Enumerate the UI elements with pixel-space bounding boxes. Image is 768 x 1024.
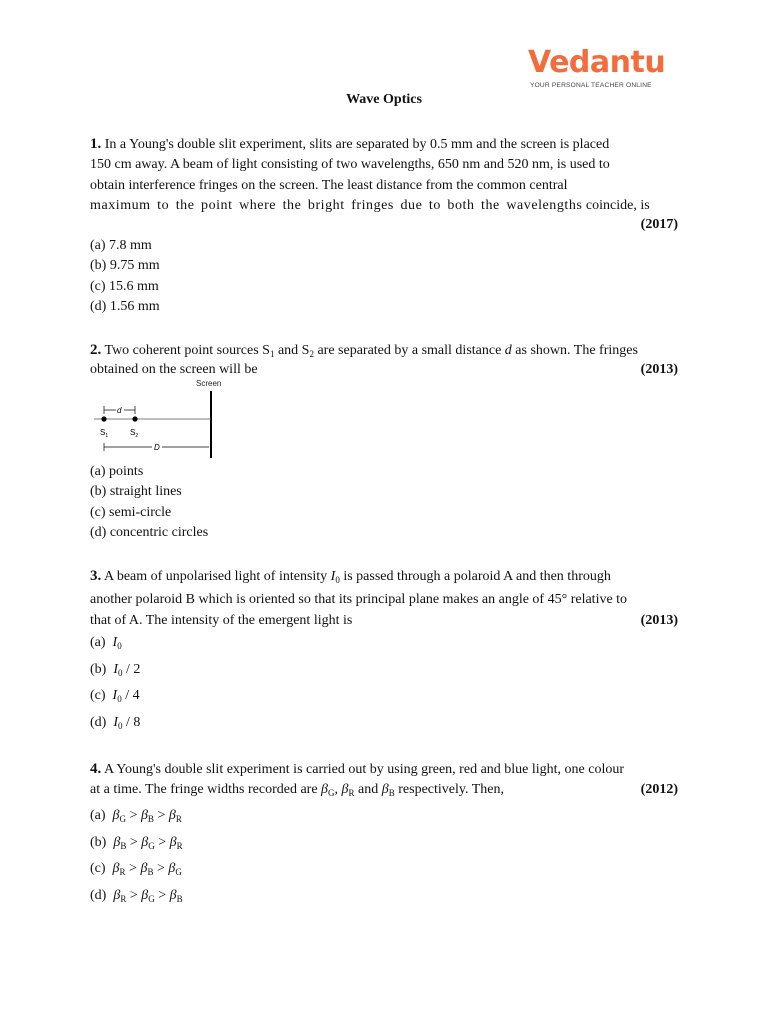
logo-wordmark: Vedantu: [528, 45, 666, 80]
figure-source-s1: [101, 416, 106, 421]
figure-source-s2: [132, 416, 137, 421]
q1-line-3: obtain interference fringes on the screen. The least distance from the common central: [90, 178, 568, 193]
q1-option-c: (c) 15.6 mm: [90, 279, 159, 294]
double-source-figure: [90, 376, 230, 462]
q1-line-2: 150 cm away. A beam of light consisting of two wavelengths, 650 nm and 520 nm, is used to: [90, 157, 610, 172]
q2-number: 2.: [90, 342, 102, 358]
q4-option-d: (d) $\beta_R > \beta_G > \beta_B$: [90, 888, 183, 904]
q2-option-c: (c) semi-circle: [90, 505, 172, 520]
q4-number: 4.: [90, 761, 102, 777]
q2-option-d: (d) concentric circles: [90, 525, 209, 540]
q4-option-b: (b) $\beta_B > \beta_G > \beta_R$: [90, 835, 183, 851]
q1-text-1: In a Young's double slit experiment, slits are separated by 0.5 mm and the screen is placed: [104, 137, 610, 152]
q4-option-a: (a) $\beta_G > \beta_B > \beta_R$: [90, 808, 182, 824]
q1-year: (2017): [640, 217, 678, 232]
q3-line-3: that of A. The intensity of the emergent light is (2013): [90, 611, 678, 632]
page-title: Wave Optics: [346, 92, 422, 107]
q4-line-1: 4. A Young's double slit experiment is carried out by using green, red and blue light, one colour: [90, 761, 625, 777]
q1-option-d: (d) 1.56 mm: [90, 299, 160, 314]
q3-line-1: 3. A beam of unpolarised light of intensity $I_0$ is passed through a polaroid A and then through: [90, 568, 611, 585]
q4-line-2: at a time. The fringe widths recorded are $\beta_G$, $\beta_R$ and $\beta_B$ respectively. Then, (2012): [90, 780, 678, 801]
q2-line-1: 2. Two coherent point sources $S_1$ and $S_2$ are separated by a small distance d as shown. The fringes: [90, 342, 638, 359]
figure-D-label: D: [154, 443, 160, 452]
q3-option-b: (b) $I_0 / 2$: [90, 662, 141, 678]
vedantu-logo: [528, 46, 678, 94]
q3-number: 3.: [90, 568, 102, 584]
figure-screen-label: Screen: [196, 379, 222, 388]
q2-option-b: (b) straight lines: [90, 484, 182, 499]
q3-year: (2013): [640, 613, 678, 628]
figure-s2-label: $S_2$: [130, 428, 139, 439]
q1-text-4a: maximum to the point where the bright fringes due to both the wavelengths: [90, 198, 583, 213]
q2-year: (2013): [640, 362, 678, 377]
figure-s1-label: $S_1$: [100, 428, 109, 439]
q1-option-b: (b) 9.75 mm: [90, 258, 160, 273]
q3-option-c: (c) $I_0 / 4$: [90, 688, 140, 704]
figure-d-label: d: [117, 406, 122, 415]
q1-text-4b: coincide, is: [585, 198, 650, 213]
q4-option-c: (c) $\beta_R > \beta_B > \beta_G$: [90, 861, 182, 877]
q2-text-2: obtained on the screen will be: [90, 362, 258, 377]
q3-line-2: another polaroid B which is oriented so that its principal plane makes an angle of 45° relative to: [90, 592, 628, 607]
q3-option-d: (d) $I_0 / 8$: [90, 715, 141, 731]
q2-option-a: (a) points: [90, 464, 144, 479]
logo-tagline: YOUR PERSONAL TEACHER ONLINE: [530, 82, 652, 89]
q1-line-4: [90, 196, 678, 217]
q1-number: 1.: [90, 136, 102, 152]
q4-year: (2012): [640, 782, 678, 797]
q1-option-a: (a) 7.8 mm: [90, 238, 152, 253]
q3-option-a: (a) $I_0$: [90, 635, 122, 651]
q1-line-1: [90, 134, 678, 156]
